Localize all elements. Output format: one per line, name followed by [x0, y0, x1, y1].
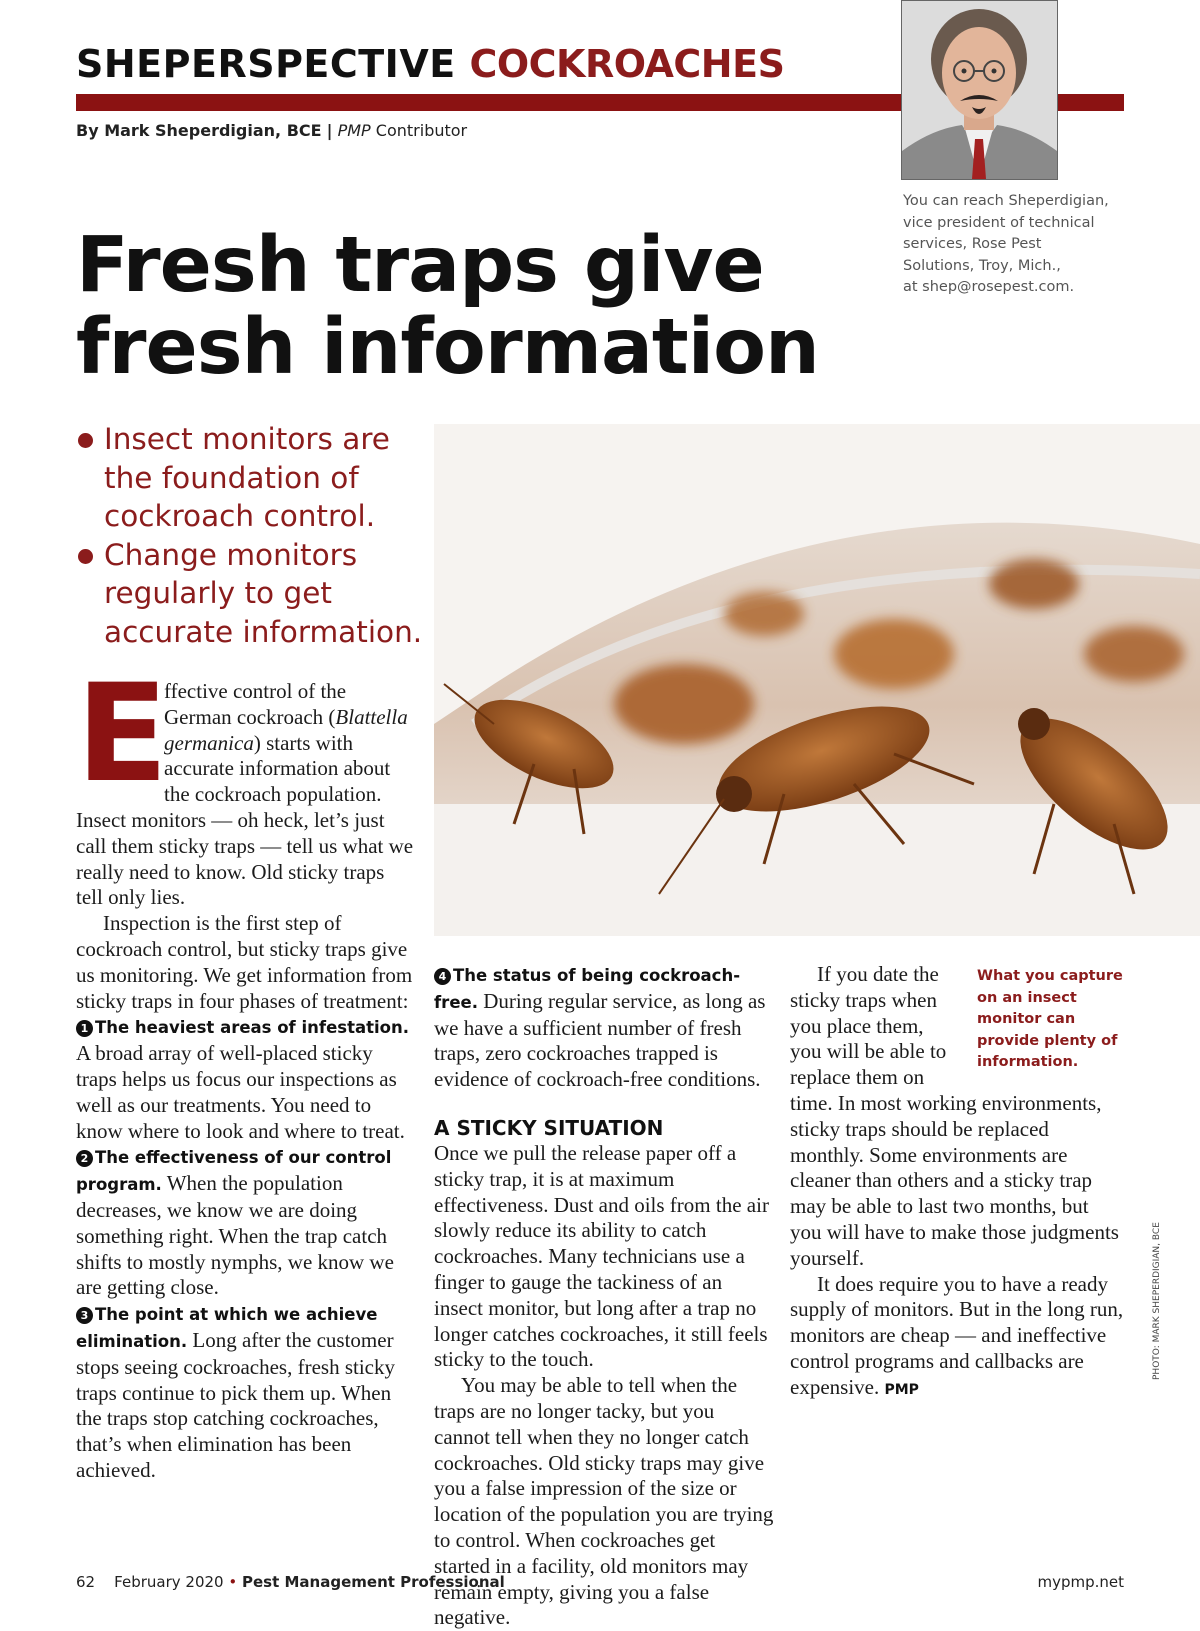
phase-item	[76, 1014, 416, 1144]
paragraph-text: ) starts with accurate information about the cockroach population. Insect monitors — oh heck, let’s just call them sticky traps — tell us what we really need to know. Old sticky traps tell only lies.	[76, 730, 414, 910]
number-4-icon: 4	[434, 968, 451, 985]
paragraph: You may be able to tell when the traps are no longer tacky, but you cannot tell when they no longer catch cockroaches. Old sticky traps may give you a false impression of the size or location of the population you are trying to control. When cockroaches get started in a facility, old monitors may remain empty, giving you a false negative.	[434, 1373, 774, 1630]
species-name: Blattella germanica	[164, 704, 408, 755]
author-portrait-svg	[902, 1, 1057, 179]
cockroach-photo-icon	[434, 424, 1200, 936]
section-kicker	[76, 42, 784, 86]
caption-line: services, Rose Pest	[903, 236, 1042, 252]
paragraph-text: ffective control of the German cockroach (	[164, 679, 347, 729]
paragraph: If you date the sticky traps when you place them, you will be able to replace them on time. In most working environments, sticky traps should be replaced monthly. Some environments are cleaner than others and a sticky trap may be able to last two months, but you will have to make those judgments yourself.	[790, 962, 1119, 1270]
deck-item	[76, 536, 436, 652]
caption-line: vice president of technical	[903, 214, 1095, 231]
byline-name: By Mark Sheperdigian, BCE	[76, 121, 322, 140]
cockroach-photo-svg	[434, 424, 1200, 936]
article-deck	[76, 420, 436, 651]
footer-site-link[interactable]: mypmp.net	[1037, 1573, 1124, 1591]
phase-item	[76, 1144, 416, 1301]
issue-date: February 2020	[114, 1573, 224, 1591]
drop-cap: E	[76, 655, 169, 812]
phase-heading: The effectiveness of our control program.	[76, 1148, 392, 1195]
bullet-icon	[78, 433, 93, 448]
page-number: 62	[76, 1573, 96, 1591]
end-mark: PMP	[884, 1381, 919, 1398]
kicker-topic: COCKROACHES	[469, 42, 785, 86]
article-column-3	[790, 962, 1125, 1404]
byline-publication: PMP	[337, 121, 371, 140]
footer-left	[76, 1573, 505, 1591]
photo-credit: PHOTO: MARK SHEPERDIGIAN, BCE	[1152, 1222, 1162, 1380]
deck-item	[76, 420, 436, 536]
caption-line: Solutions, Troy, Mich.,	[903, 257, 1061, 274]
number-1-icon: 1	[76, 1020, 93, 1037]
phase-heading: The heaviest areas of infestation.	[95, 1018, 409, 1038]
deck-text: Insect monitors are the foundation of cockroach control.	[104, 422, 390, 533]
phase-heading: The point at which we achieve elimination.	[76, 1305, 378, 1351]
author-portrait-icon	[901, 0, 1058, 180]
pull-quote: What you capture on an insect monitor can provide plenty of information.	[977, 968, 1123, 1070]
phase-item	[434, 962, 774, 1093]
number-3-icon: 3	[76, 1307, 93, 1324]
caption-line: You can reach Sheperdigian,	[903, 193, 1109, 209]
byline	[76, 121, 467, 140]
kicker-main: SHEPERSPECTIVE	[76, 42, 456, 86]
deck-text: Change monitors regularly to get accurate information.	[104, 537, 423, 649]
bullet-icon	[78, 549, 93, 564]
phase-heading: The status of being cockroach-free.	[434, 966, 741, 1012]
caption-line: at shep@rosepest.com.	[903, 279, 1075, 295]
byline-role: Contributor	[375, 121, 468, 140]
headline-line: Fresh traps give	[76, 221, 764, 310]
article-headline	[76, 221, 819, 392]
article-column-1	[76, 655, 416, 1484]
byline-separator: |	[326, 121, 333, 140]
headline-line: fresh information	[76, 303, 819, 392]
phase-text: A broad array of well-placed sticky traps helps us focus our inspections as well as our treatments. You need to know where to look and where to treat.	[76, 1041, 405, 1143]
paragraph	[790, 1272, 1125, 1404]
paragraph: Inspection is the first step of cockroach control, but sticky traps give us monitoring. We get information from sticky traps in four phases of treatment:	[76, 911, 413, 1013]
article-column-2	[434, 962, 774, 1631]
section-subhead: A STICKY SITUATION	[434, 1115, 664, 1140]
magazine-name: Pest Management Professional	[242, 1573, 505, 1591]
phase-text: Long after the customer stops seeing cockroaches, fresh sticky traps continue to pick them up. When the traps stop catching cockroaches, that’s when elimination has been achieved.	[76, 1327, 395, 1482]
number-2-icon: 2	[76, 1150, 93, 1167]
phase-text: During regular service, as long as we have a sufficient number of fresh traps, zero cockroaches trapped is evidence of cockroach-free conditions.	[434, 988, 766, 1092]
phase-item	[76, 1301, 416, 1484]
paragraph: Once we pull the release paper off a sticky trap, it is at maximum effectiveness. Dust and oils from the air slowly reduce its ability to catch cockroaches. Many technicians use a finger to gauge the tackiness of an insect monitor, but long after a trap no longer catches cockroaches, it still feels sticky to the touch.	[434, 1140, 769, 1372]
footer-bullet: •	[228, 1573, 238, 1591]
phase-text: When the population decreases, we know we are doing something right. When the trap catch shifts to mostly nymphs, we know we are getting close.	[76, 1171, 394, 1300]
paragraph-text: It does require you to have a ready supply of monitors. But in the long run, monitors are cheap — and ineffective control programs and callbacks are expensive.	[790, 1271, 1124, 1399]
author-caption	[903, 191, 1123, 299]
